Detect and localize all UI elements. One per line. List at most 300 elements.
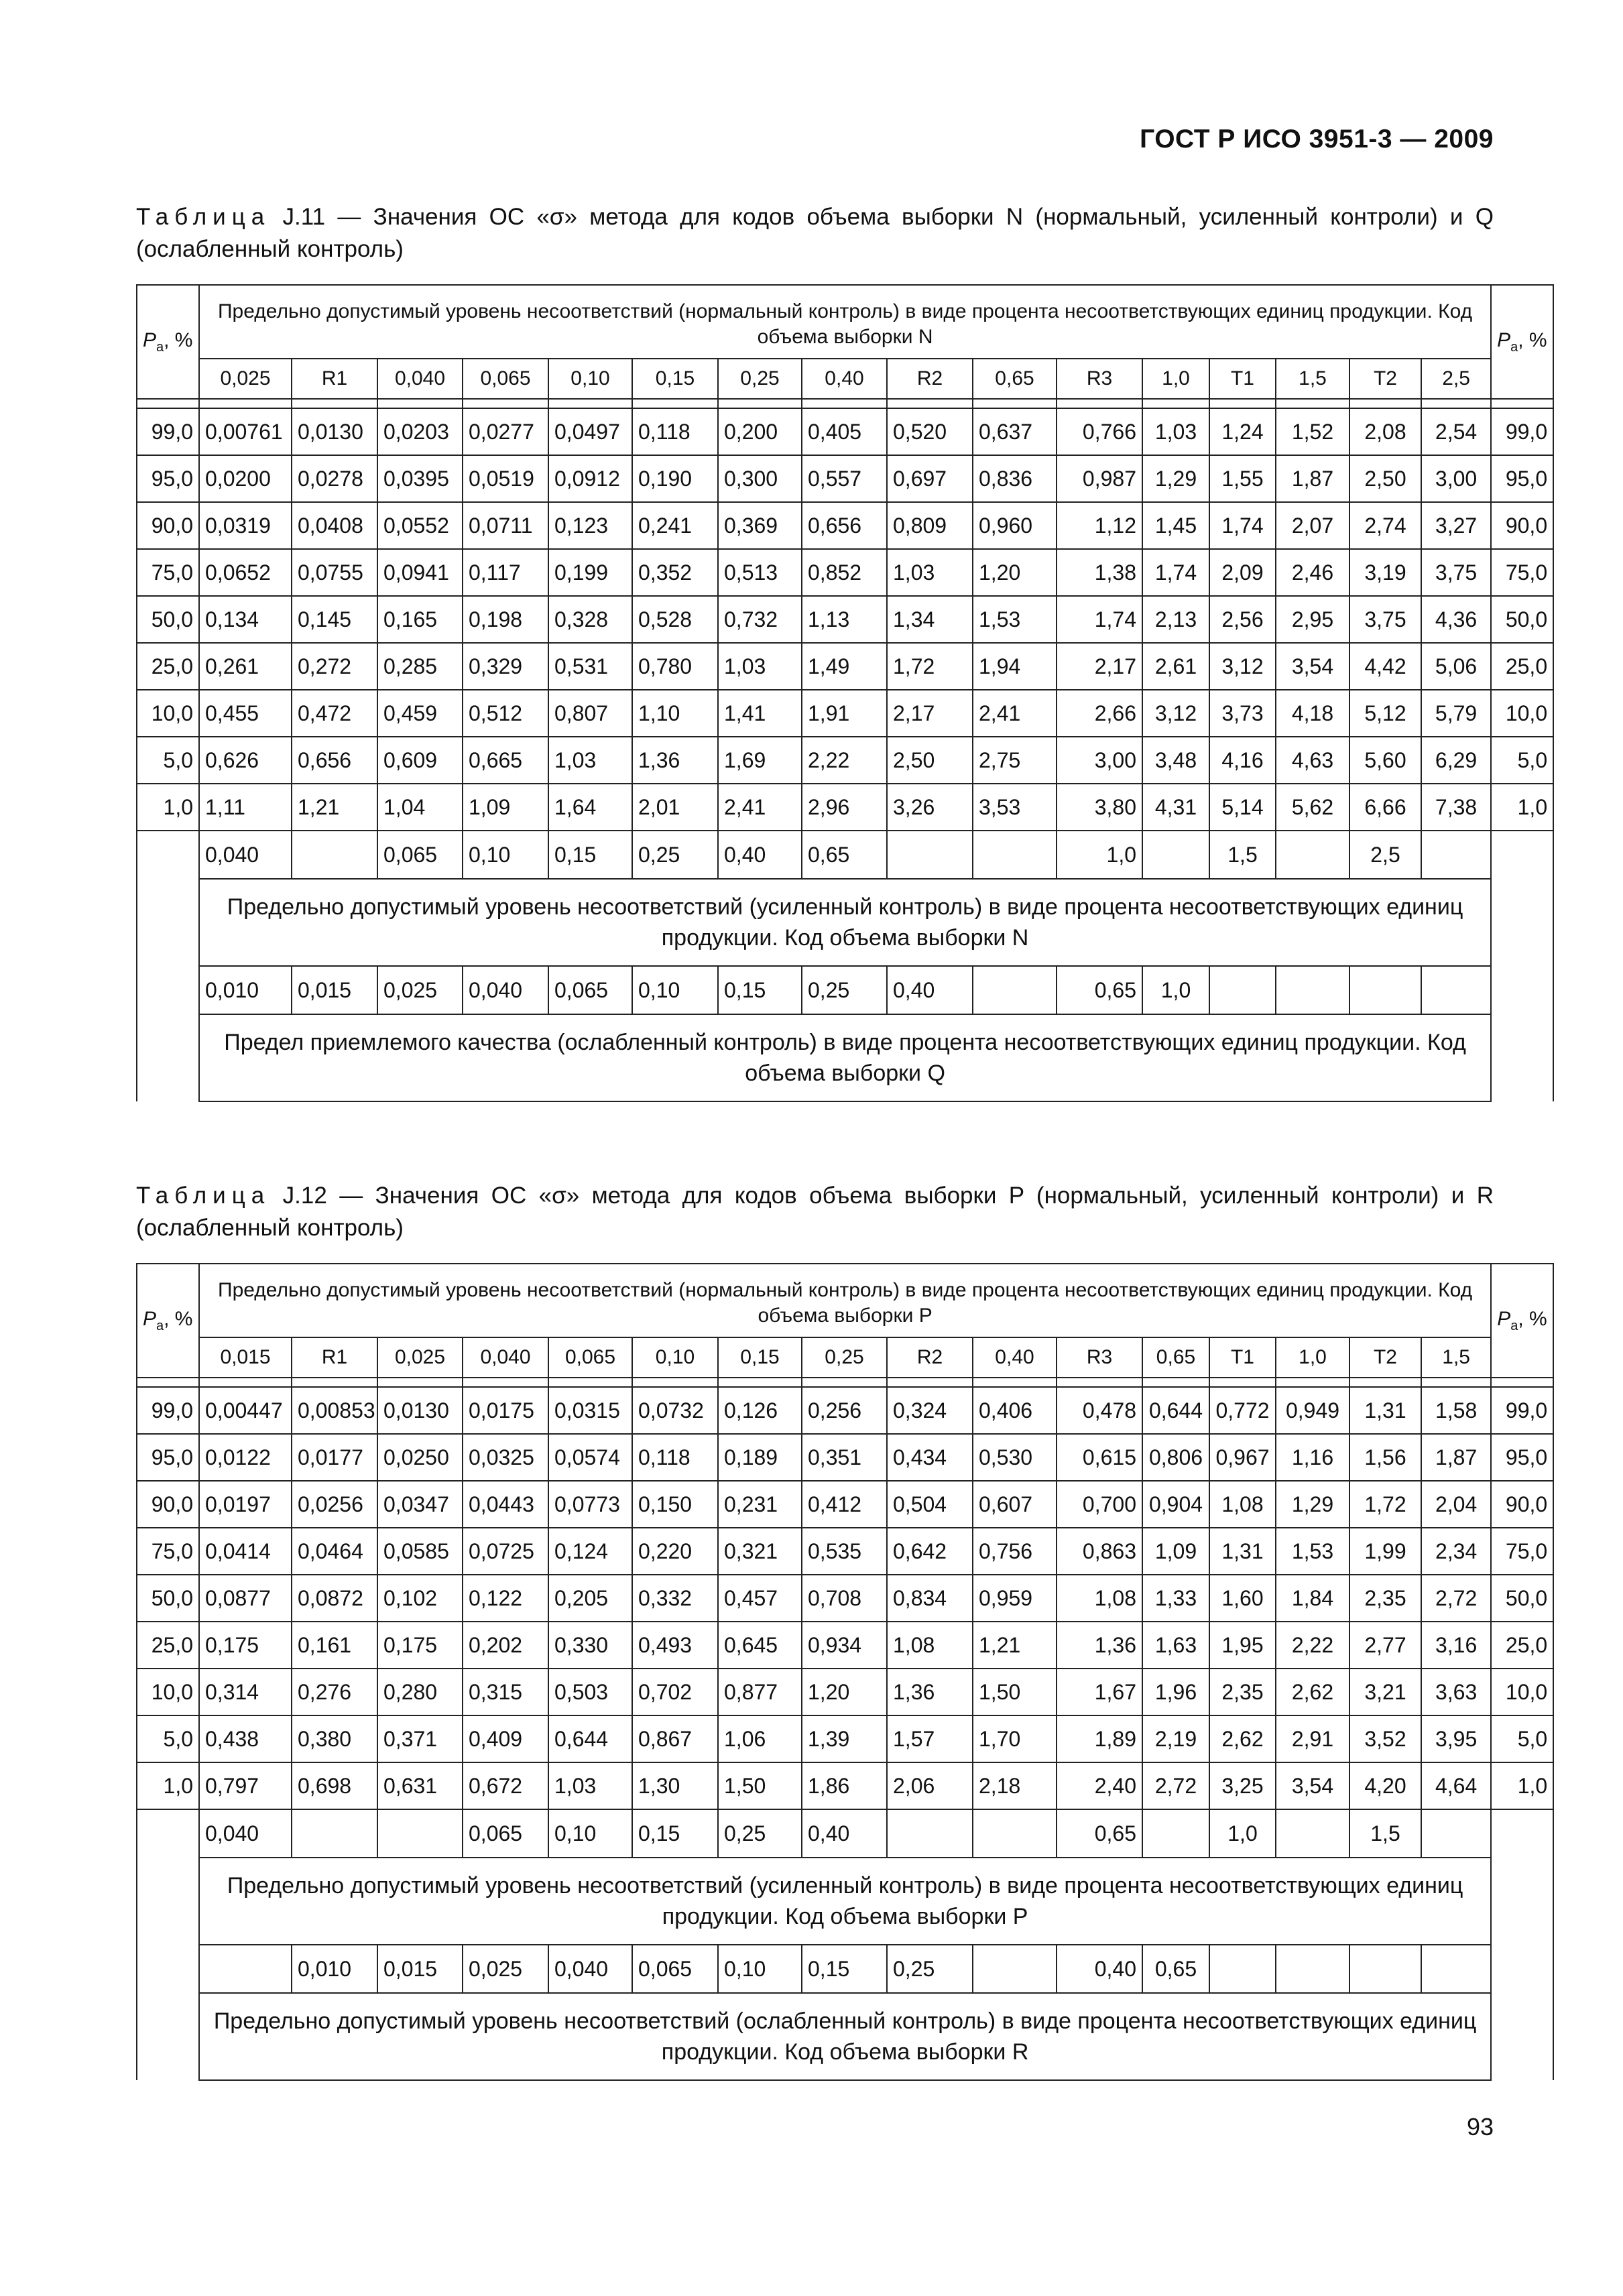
tightened-aql-cell: 1,0 [1057, 831, 1142, 879]
oc-value-cell: 1,49 [802, 643, 887, 690]
oc-value-cell: 0,261 [199, 643, 292, 690]
oc-value-cell: 0,0130 [292, 408, 377, 455]
tightened-aql-cell: 0,065 [377, 831, 463, 879]
reduced-aql-cell: 0,015 [377, 1945, 463, 1993]
oc-value-cell: 2,09 [1209, 549, 1276, 596]
reduced-aql-cell: 0,010 [199, 966, 292, 1014]
oc-value-cell: 0,535 [802, 1528, 887, 1575]
header-gap-cell [1349, 1378, 1421, 1387]
oc-value-cell: 0,478 [1057, 1387, 1142, 1434]
oc-value-cell: 0,698 [292, 1762, 377, 1809]
reduced-aql-cell [1209, 966, 1276, 1014]
table-j11 [136, 284, 1554, 1102]
aql-code-cell: R3 [1057, 359, 1142, 399]
oc-value-cell: 1,36 [632, 737, 718, 784]
oc-value-cell: 0,241 [632, 502, 718, 549]
reduced-aql-cell: 0,040 [548, 1945, 632, 1993]
oc-value-cell: 0,352 [632, 549, 718, 596]
oc-value-cell: 0,0175 [463, 1387, 548, 1434]
pa-value-left: 99,0 [137, 1387, 199, 1434]
oc-value-cell: 0,0203 [377, 408, 463, 455]
oc-value-cell: 0,836 [973, 455, 1057, 502]
table-row [137, 1575, 1553, 1622]
header-gap-cell [1142, 1378, 1209, 1387]
reduced-aql-cell [1421, 1945, 1491, 1993]
oc-value-cell: 4,64 [1421, 1762, 1491, 1809]
oc-value-cell: 0,967 [1209, 1434, 1276, 1481]
pa-header-right [1491, 1264, 1553, 1378]
oc-value-cell: 0,0325 [463, 1434, 548, 1481]
oc-value-cell: 0,0552 [377, 502, 463, 549]
aql-code-cell: T1 [1209, 359, 1276, 399]
tightened-aql-cell: 1,0 [1209, 1809, 1276, 1858]
aql-code-cell: R1 [292, 1337, 377, 1378]
oc-value-cell: 0,145 [292, 596, 377, 643]
oc-value-cell: 0,528 [632, 596, 718, 643]
pa-value-right: 95,0 [1491, 1434, 1553, 1481]
oc-value-cell: 0,351 [802, 1434, 887, 1481]
oc-value-cell: 0,434 [887, 1434, 973, 1481]
oc-value-cell: 0,328 [548, 596, 632, 643]
oc-value-cell: 3,48 [1142, 737, 1209, 784]
oc-value-cell: 1,72 [887, 643, 973, 690]
oc-value-cell: 0,697 [887, 455, 973, 502]
pa-value-right: 75,0 [1491, 549, 1553, 596]
standard-code: ГОСТ Р ИСО 3951-3 — 2009 [1140, 125, 1494, 154]
oc-value-cell: 0,280 [377, 1669, 463, 1715]
reduced-aql-cell: 0,10 [632, 966, 718, 1014]
caption-text: J.11 — Значения ОС «σ» метода для кодов объема выборки N (нормальный, усиленный контроли) и Q (ослабленный контроль) [136, 204, 1494, 262]
oc-value-cell: 1,33 [1142, 1575, 1209, 1622]
pa-value-left: 1,0 [137, 784, 199, 831]
oc-value-cell: 3,54 [1276, 1762, 1349, 1809]
oc-value-cell: 1,70 [973, 1715, 1057, 1762]
pa-value-left: 99,0 [137, 408, 199, 455]
oc-value-cell: 3,80 [1057, 784, 1142, 831]
oc-value-cell: 1,74 [1209, 502, 1276, 549]
pa-symbol: P [143, 1307, 157, 1330]
oc-value-cell: 2,62 [1276, 1669, 1349, 1715]
oc-value-cell: 0,631 [377, 1762, 463, 1809]
blank-cell [1491, 1809, 1553, 2080]
reduced-aql-cell [973, 966, 1057, 1014]
oc-value-cell: 1,08 [887, 1622, 973, 1669]
tightened-aql-cell [1421, 1809, 1491, 1858]
pa-value-right: 90,0 [1491, 502, 1553, 549]
oc-value-cell: 0,315 [463, 1669, 548, 1715]
oc-value-cell: 1,67 [1057, 1669, 1142, 1715]
oc-value-cell: 0,0877 [199, 1575, 292, 1622]
header-gap-cell [1142, 399, 1209, 408]
oc-value-cell: 5,79 [1421, 690, 1491, 737]
oc-value-cell: 0,615 [1057, 1434, 1142, 1481]
oc-value-cell: 2,62 [1209, 1715, 1276, 1762]
tightened-aql-cell: 0,65 [802, 831, 887, 879]
oc-value-cell: 1,94 [973, 643, 1057, 690]
oc-value-cell: 0,0197 [199, 1481, 292, 1528]
oc-value-cell: 1,16 [1276, 1434, 1349, 1481]
oc-value-cell: 0,272 [292, 643, 377, 690]
header-gap-cell [1276, 1378, 1349, 1387]
pa-value-left: 50,0 [137, 1575, 199, 1622]
oc-value-cell: 0,987 [1057, 455, 1142, 502]
table-row [137, 1434, 1553, 1481]
oc-value-cell: 2,74 [1349, 502, 1421, 549]
oc-value-cell: 1,87 [1276, 455, 1349, 502]
aql-code-cell: 1,0 [1276, 1337, 1349, 1378]
reduced-aql-cell: 0,40 [1057, 1945, 1142, 1993]
oc-value-cell: 2,35 [1349, 1575, 1421, 1622]
header-gap-cell [887, 399, 973, 408]
oc-value-cell: 0,175 [199, 1622, 292, 1669]
oc-value-cell: 1,29 [1276, 1481, 1349, 1528]
oc-value-cell: 0,530 [973, 1434, 1057, 1481]
oc-value-cell: 0,123 [548, 502, 632, 549]
oc-value-cell: 2,08 [1349, 408, 1421, 455]
header-gap-cell [887, 1378, 973, 1387]
oc-value-cell: 0,607 [973, 1481, 1057, 1528]
tightened-aql-cell [1276, 831, 1349, 879]
table-row [137, 1669, 1553, 1715]
oc-value-cell: 2,04 [1421, 1481, 1491, 1528]
oc-value-cell: 0,959 [973, 1575, 1057, 1622]
aql-code-cell: 0,040 [377, 359, 463, 399]
pa-value-right: 10,0 [1491, 1669, 1553, 1715]
oc-value-cell: 0,0200 [199, 455, 292, 502]
header-gap-cell [1057, 1378, 1142, 1387]
oc-value-cell: 1,03 [887, 549, 973, 596]
oc-value-cell: 1,08 [1209, 1481, 1276, 1528]
header-gap-cell [199, 1378, 292, 1387]
oc-value-cell: 2,75 [973, 737, 1057, 784]
tightened-aql-cell [1142, 1809, 1209, 1858]
oc-value-cell: 1,09 [463, 784, 548, 831]
reduced-aql-cell [1209, 1945, 1276, 1993]
oc-value-cell: 0,457 [718, 1575, 802, 1622]
reduced-aql-cell: 0,15 [718, 966, 802, 1014]
reduced-aql-cell [1349, 966, 1421, 1014]
oc-value-cell: 0,438 [199, 1715, 292, 1762]
oc-value-cell: 0,520 [887, 408, 973, 455]
oc-value-cell: 1,09 [1142, 1528, 1209, 1575]
oc-value-cell: 0,806 [1142, 1434, 1209, 1481]
table-row [137, 1622, 1553, 1669]
header-gap-cell [377, 1378, 463, 1387]
oc-value-cell: 2,17 [887, 690, 973, 737]
reduced-inspection-note: Предельно допустимый уровень несоответствий (ослабленный контроль) в виде процента несоответствующих единиц продукции. Код объема выборки R [199, 1993, 1491, 2080]
oc-value-cell: 0,0122 [199, 1434, 292, 1481]
oc-value-cell: 3,52 [1349, 1715, 1421, 1762]
page-number: 93 [1466, 2113, 1494, 2140]
caption-lead: Таблица [136, 204, 271, 230]
oc-value-cell: 0,0256 [292, 1481, 377, 1528]
oc-value-cell: 1,41 [718, 690, 802, 737]
oc-value-cell: 3,25 [1209, 1762, 1276, 1809]
tightened-aql-cell: 0,65 [1057, 1809, 1142, 1858]
oc-value-cell: 0,0408 [292, 502, 377, 549]
aql-code-cell: 0,065 [463, 359, 548, 399]
oc-value-cell: 1,20 [973, 549, 1057, 596]
oc-value-cell: 1,52 [1276, 408, 1349, 455]
oc-value-cell: 0,118 [632, 1434, 718, 1481]
oc-value-cell: 2,35 [1209, 1669, 1276, 1715]
oc-value-cell: 0,324 [887, 1387, 973, 1434]
table-row [137, 737, 1553, 784]
aql-code-cell: 1,5 [1421, 1337, 1491, 1378]
oc-value-cell: 0,904 [1142, 1481, 1209, 1528]
oc-value-cell: 5,06 [1421, 643, 1491, 690]
pa-value-left: 5,0 [137, 737, 199, 784]
oc-value-cell: 5,14 [1209, 784, 1276, 831]
oc-value-cell: 0,0732 [632, 1387, 718, 1434]
pa-value-right: 50,0 [1491, 596, 1553, 643]
oc-value-cell: 1,50 [718, 1762, 802, 1809]
oc-value-cell: 2,13 [1142, 596, 1209, 643]
reduced-aql-cell [1276, 1945, 1349, 1993]
pa-value-left: 25,0 [137, 1622, 199, 1669]
table-j12 [136, 1263, 1554, 2081]
reduced-aql-cell: 0,10 [718, 1945, 802, 1993]
tightened-aql-cell [973, 831, 1057, 879]
reduced-aql-cell [1349, 1945, 1421, 1993]
oc-value-cell: 4,16 [1209, 737, 1276, 784]
tightened-aql-cell: 0,040 [199, 1809, 292, 1858]
oc-value-cell: 0,0519 [463, 455, 548, 502]
aql-code-cell: 0,015 [199, 1337, 292, 1378]
tightened-aql-cell [973, 1809, 1057, 1858]
table-row [137, 455, 1553, 502]
oc-value-cell: 4,18 [1276, 690, 1349, 737]
oc-value-cell: 0,409 [463, 1715, 548, 1762]
table-row [137, 1762, 1553, 1809]
pa-value-left: 25,0 [137, 643, 199, 690]
oc-value-cell: 1,69 [718, 737, 802, 784]
oc-value-cell: 0,797 [199, 1762, 292, 1809]
table-row [137, 502, 1553, 549]
pa-header-left [137, 285, 199, 399]
oc-value-cell: 0,220 [632, 1528, 718, 1575]
blank-cell [137, 831, 199, 1101]
aql-code-cell: 1,5 [1276, 359, 1349, 399]
oc-value-cell: 0,0773 [548, 1481, 632, 1528]
table-row [137, 1387, 1553, 1434]
aql-code-cell: 1,0 [1142, 359, 1209, 399]
oc-value-cell: 2,07 [1276, 502, 1349, 549]
header-gap-cell [1491, 399, 1553, 408]
oc-value-cell: 0,0395 [377, 455, 463, 502]
oc-value-cell: 4,42 [1349, 643, 1421, 690]
tightened-aql-cell: 0,40 [802, 1809, 887, 1858]
oc-value-cell: 0,0277 [463, 408, 548, 455]
pa-value-right: 10,0 [1491, 690, 1553, 737]
oc-value-cell: 1,31 [1349, 1387, 1421, 1434]
oc-value-cell: 1,45 [1142, 502, 1209, 549]
oc-value-cell: 3,54 [1276, 643, 1349, 690]
tightened-aql-cell: 1,5 [1349, 1809, 1421, 1858]
oc-value-cell: 1,11 [199, 784, 292, 831]
header-gap-cell [1421, 399, 1491, 408]
blank-cell [1491, 831, 1553, 1101]
aql-code-cell: R1 [292, 359, 377, 399]
oc-value-cell: 0,0347 [377, 1481, 463, 1528]
oc-value-cell: 3,00 [1057, 737, 1142, 784]
header-gap-cell [548, 399, 632, 408]
oc-value-cell: 0,190 [632, 455, 718, 502]
oc-value-cell: 1,74 [1142, 549, 1209, 596]
pa-subscript: a [1510, 1318, 1518, 1333]
pa-subscript: a [156, 1318, 164, 1333]
oc-value-cell: 0,863 [1057, 1528, 1142, 1575]
oc-value-cell: 0,285 [377, 643, 463, 690]
aql-code-cell: 0,25 [718, 359, 802, 399]
tightened-aql-cell: 0,25 [632, 831, 718, 879]
oc-value-cell: 1,34 [887, 596, 973, 643]
oc-value-cell: 0,877 [718, 1669, 802, 1715]
aql-code-cell: R2 [887, 359, 973, 399]
oc-value-cell: 1,72 [1349, 1481, 1421, 1528]
oc-value-cell: 0,0130 [377, 1387, 463, 1434]
oc-value-cell: 2,18 [973, 1762, 1057, 1809]
reduced-aql-cell: 0,025 [377, 966, 463, 1014]
oc-value-cell: 0,700 [1057, 1481, 1142, 1528]
pa-value-left: 90,0 [137, 502, 199, 549]
oc-value-cell: 1,12 [1057, 502, 1142, 549]
oc-value-cell: 0,531 [548, 643, 632, 690]
table-row [137, 596, 1553, 643]
pa-symbol: P [143, 328, 157, 351]
header-gap-cell [137, 1378, 199, 1387]
oc-value-cell: 2,77 [1349, 1622, 1421, 1669]
oc-value-cell: 0,00853 [292, 1387, 377, 1434]
oc-value-cell: 0,493 [632, 1622, 718, 1669]
oc-value-cell: 0,503 [548, 1669, 632, 1715]
pa-value-right: 75,0 [1491, 1528, 1553, 1575]
oc-value-cell: 1,13 [802, 596, 887, 643]
table-row [137, 549, 1553, 596]
aql-code-cell: 0,65 [973, 359, 1057, 399]
aql-code-cell: 0,40 [973, 1337, 1057, 1378]
oc-value-cell: 0,766 [1057, 408, 1142, 455]
reduced-aql-cell [1276, 966, 1349, 1014]
tightened-aql-cell: 0,10 [463, 831, 548, 879]
oc-value-cell: 0,189 [718, 1434, 802, 1481]
oc-value-cell: 1,30 [632, 1762, 718, 1809]
oc-value-cell: 0,656 [802, 502, 887, 549]
pa-value-left: 75,0 [137, 1528, 199, 1575]
reduced-aql-cell: 0,65 [1142, 1945, 1209, 1993]
oc-value-cell: 1,87 [1421, 1434, 1491, 1481]
aql-code-cell: T2 [1349, 1337, 1421, 1378]
reduced-aql-cell: 0,65 [1057, 966, 1142, 1014]
oc-value-cell: 3,21 [1349, 1669, 1421, 1715]
oc-value-cell: 2,41 [718, 784, 802, 831]
oc-value-cell: 0,0319 [199, 502, 292, 549]
aql-code-cell: 0,40 [802, 359, 887, 399]
header-gap-cell [632, 399, 718, 408]
oc-value-cell: 1,53 [973, 596, 1057, 643]
oc-value-cell: 0,0250 [377, 1434, 463, 1481]
oc-value-cell: 3,75 [1349, 596, 1421, 643]
header-gap-cell [973, 399, 1057, 408]
oc-value-cell: 0,314 [199, 1669, 292, 1715]
oc-value-cell: 0,412 [802, 1481, 887, 1528]
oc-value-cell: 1,95 [1209, 1622, 1276, 1669]
oc-value-cell: 0,200 [718, 408, 802, 455]
oc-value-cell: 2,56 [1209, 596, 1276, 643]
oc-value-cell: 1,86 [802, 1762, 887, 1809]
oc-value-cell: 1,10 [632, 690, 718, 737]
pa-value-right: 5,0 [1491, 1715, 1553, 1762]
oc-value-cell: 0,780 [632, 643, 718, 690]
oc-value-cell: 1,63 [1142, 1622, 1209, 1669]
oc-value-cell: 3,19 [1349, 549, 1421, 596]
table-row [137, 784, 1553, 831]
oc-value-cell: 0,122 [463, 1575, 548, 1622]
oc-value-cell: 3,73 [1209, 690, 1276, 737]
reduced-inspection-note: Предел приемлемого качества (ослабленный контроль) в виде процента несоответствующих единиц продукции. Код объема выборки Q [199, 1014, 1491, 1101]
oc-value-cell: 0,672 [463, 1762, 548, 1809]
oc-value-cell: 2,22 [1276, 1622, 1349, 1669]
tightened-inspection-note: Предельно допустимый уровень несоответствий (усиленный контроль) в виде процента несоответствующих единиц продукции. Код объема выборки N [199, 879, 1491, 966]
oc-value-cell: 0,175 [377, 1622, 463, 1669]
oc-value-cell: 4,63 [1276, 737, 1349, 784]
oc-value-cell: 1,38 [1057, 549, 1142, 596]
oc-value-cell: 0,124 [548, 1528, 632, 1575]
oc-value-cell: 3,63 [1421, 1669, 1491, 1715]
oc-value-cell: 0,0278 [292, 455, 377, 502]
oc-value-cell: 0,369 [718, 502, 802, 549]
header-gap-cell [1421, 1378, 1491, 1387]
pa-value-right: 25,0 [1491, 643, 1553, 690]
oc-value-cell: 2,46 [1276, 549, 1349, 596]
oc-value-cell: 0,772 [1209, 1387, 1276, 1434]
oc-value-cell: 3,53 [973, 784, 1057, 831]
aql-code-cell: 0,040 [463, 1337, 548, 1378]
reduced-aql-cell: 0,25 [802, 966, 887, 1014]
oc-value-cell: 0,504 [887, 1481, 973, 1528]
oc-value-cell: 0,0414 [199, 1528, 292, 1575]
pa-value-left: 5,0 [137, 1715, 199, 1762]
pa-value-right: 1,0 [1491, 784, 1553, 831]
oc-value-cell: 1,21 [292, 784, 377, 831]
oc-value-cell: 1,96 [1142, 1669, 1209, 1715]
aql-code-cell: T1 [1209, 1337, 1276, 1378]
oc-value-cell: 0,702 [632, 1669, 718, 1715]
oc-value-cell: 0,637 [973, 408, 1057, 455]
aql-code-cell: 0,065 [548, 1337, 632, 1378]
table-row [137, 643, 1553, 690]
oc-value-cell: 1,91 [802, 690, 887, 737]
oc-value-cell: 5,12 [1349, 690, 1421, 737]
oc-value-cell: 0,0464 [292, 1528, 377, 1575]
oc-value-cell: 1,04 [377, 784, 463, 831]
oc-value-cell: 0,0443 [463, 1481, 548, 1528]
oc-value-cell: 1,58 [1421, 1387, 1491, 1434]
oc-value-cell: 1,99 [1349, 1528, 1421, 1575]
oc-value-cell: 0,0652 [199, 549, 292, 596]
oc-value-cell: 0,949 [1276, 1387, 1349, 1434]
header-gap-cell [1276, 399, 1349, 408]
oc-value-cell: 0,198 [463, 596, 548, 643]
table-caption-j11 [136, 201, 1494, 265]
header-gap-cell [292, 399, 377, 408]
header-gap-cell [632, 1378, 718, 1387]
oc-value-cell: 1,50 [973, 1669, 1057, 1715]
oc-value-cell: 2,61 [1142, 643, 1209, 690]
oc-value-cell: 0,300 [718, 455, 802, 502]
header-gap-cell [802, 399, 887, 408]
oc-value-cell: 0,0574 [548, 1434, 632, 1481]
